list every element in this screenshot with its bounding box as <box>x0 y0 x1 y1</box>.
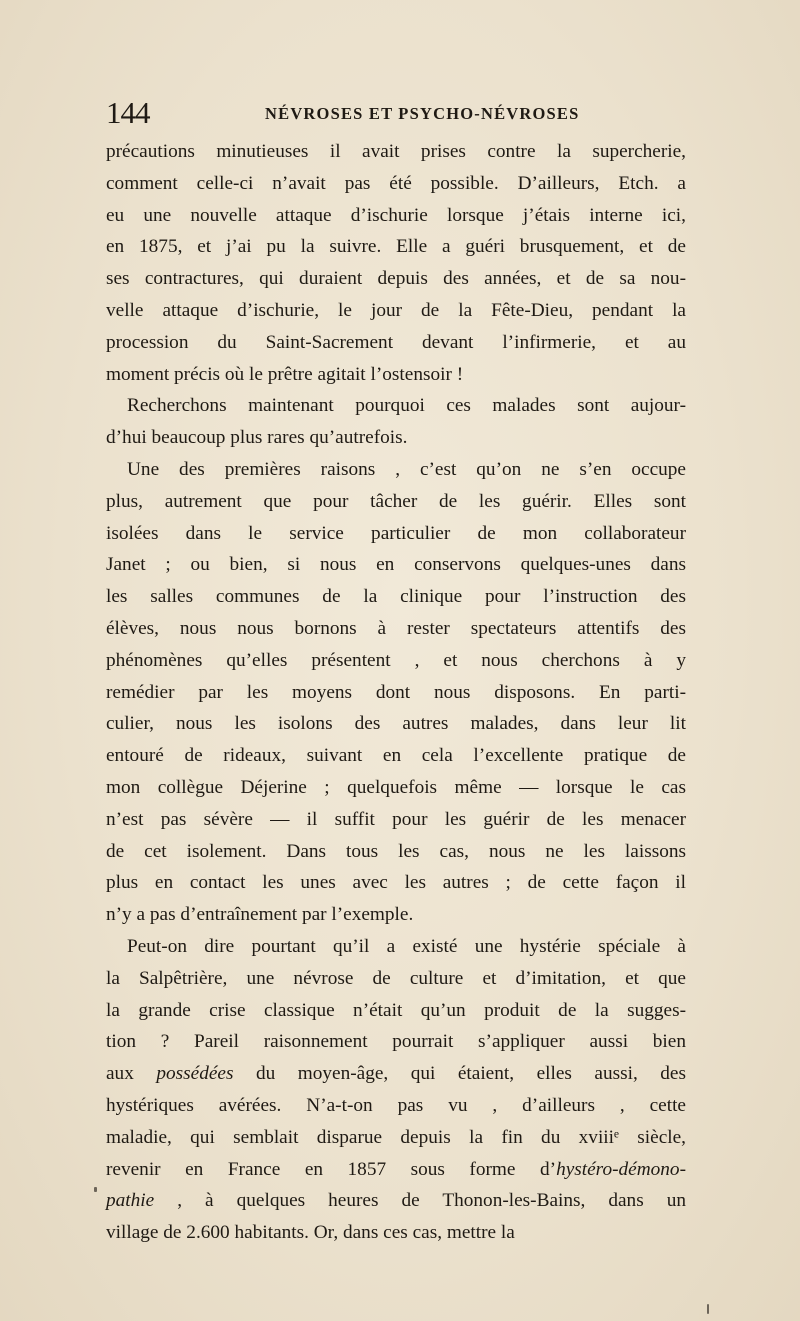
margin-speck <box>707 1304 709 1314</box>
text-line-with-italic <box>106 1154 686 1186</box>
text-line: précautions minutieuses il avait prises contre la supercherie, <box>106 141 686 162</box>
text-line: procession du Saint-Sacrement devant l’infirmerie, et au <box>106 331 686 353</box>
text-line: phénomènes qu’elles présentent , et nous cherchons à y <box>106 649 686 671</box>
text-line: la grande crise classique n’était qu’un produit de la sugges- <box>106 999 686 1021</box>
text-line: comment celle-ci n’avait pas été possible. D’ailleurs, Etch. a <box>106 172 686 194</box>
text-line: les salles communes de la clinique pour l’instruction des <box>106 586 686 608</box>
margin-speck <box>94 1187 97 1192</box>
text-line: entouré de rideaux, suivant en cela l’excellente pratique de <box>106 745 686 767</box>
text-line-with-italic <box>106 1058 686 1090</box>
text-line: plus, autrement que pour tâcher de les guérir. Elles sont <box>106 490 686 512</box>
text-line: de cet isolement. Dans tous les cas, nous ne les laissons <box>106 840 686 862</box>
text-line: la Salpêtrière, une névrose de culture et d’imitation, et que <box>106 967 686 989</box>
text-line: mon collègue Déjerine ; quelquefois même — lorsque le cas <box>106 776 686 798</box>
text-line: eu une nouvelle attaque d’ischurie lorsque j’étais interne ici, <box>106 204 686 226</box>
text-line: ses contractures, qui duraient depuis des années, et de sa nou- <box>106 268 686 290</box>
text-line: en 1875, et j’ai pu la suivre. Elle a guéri brusquement, et de <box>106 236 686 258</box>
text-line: n’y a pas d’entraînement par l’exemple. <box>106 904 414 926</box>
text-line: culier, nous les isolons des autres malades, dans leur lit <box>106 713 686 735</box>
italic-term: hystéro-démono- <box>556 1158 686 1180</box>
text-line: moment précis où le prêtre agitait l’ostensoir ! <box>106 363 464 385</box>
text-segment: du moyen-âge, qui étaient, elles aussi, des <box>233 1063 686 1085</box>
paragraph-start-line: Peut-on dire pourtant qu’il a existé une hystérie spéciale à <box>127 935 686 957</box>
text-line: d’hui beaucoup plus rares qu’autrefois. <box>106 427 408 449</box>
paragraph-start-line: Une des premières raisons , c’est qu’on ne s’en occupe <box>127 458 686 480</box>
body-text <box>106 136 686 1249</box>
text-line: tion ? Pareil raisonnement pourrait s’appliquer aussi bien <box>106 1031 686 1053</box>
text-line: village de 2.600 habitants. Or, dans ces cas, mettre la <box>106 1222 515 1244</box>
text-line: maladie, qui semblait disparue depuis la fin du xviiiᵉ siècle, <box>106 1126 686 1148</box>
text-line: plus en contact les unes avec les autres ; de cette façon il <box>106 872 686 894</box>
text-segment: aux <box>106 1063 157 1085</box>
italic-term: possédées <box>156 1063 234 1085</box>
text-line: hystériques avérées. N’a-t-on pas vu , d’ailleurs , cette <box>106 1094 686 1116</box>
text-line: Janet ; ou bien, si nous en conservons quelques-unes dans <box>106 554 686 576</box>
page-number: 144 <box>106 95 150 130</box>
text-line: élèves, nous nous bornons à rester spectateurs attentifs des <box>106 617 686 639</box>
text-line-with-italic <box>106 1185 686 1217</box>
text-segment: revenir en France en 1857 sous forme d’ <box>106 1158 557 1180</box>
text-segment: , à quelques heures de Thonon-les-Bains, dans un <box>154 1190 686 1212</box>
running-title: NÉVROSES ET PSYCHO-NÉVROSES <box>265 104 580 123</box>
italic-term: pathie <box>106 1190 155 1212</box>
text-line: velle attaque d’ischurie, le jour de la Fête-Dieu, pendant la <box>106 299 686 321</box>
text-line: isolées dans le service particulier de mon collaborateur <box>106 522 686 544</box>
text-line: remédier par les moyens dont nous disposons. En parti- <box>106 681 686 703</box>
paragraph-start-line: Recherchons maintenant pourquoi ces malades sont aujour- <box>127 395 686 417</box>
running-head <box>106 96 706 130</box>
text-line: n’est pas sévère — il suffit pour les guérir de les menacer <box>106 808 686 830</box>
